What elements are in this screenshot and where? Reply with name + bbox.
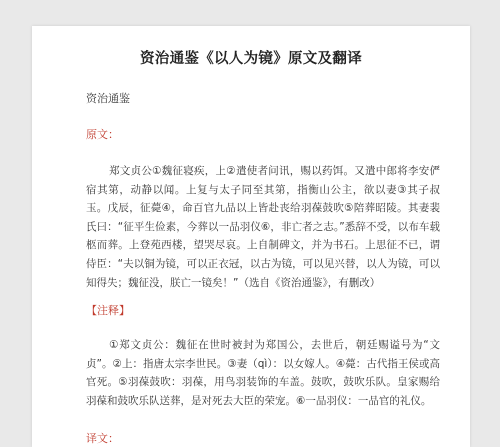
notes-text: ①郑文贞公：魏征在世时被封为郑国公，去世后，朝廷赐谥号为“文贞”。②上：指唐太宗李世民。③妻（qì）：以女嫁人。④薨：古代指王侯或高官死。⑤羽葆鼓吹：羽葆，用鸟羽装饰的车盖。鼓吹，鼓吹乐队。皇家赐给羽葆和鼓吹乐队送葬，是对死去大臣的荣宠。⑥一品羽仪：一品官的礼仪。 [86, 339, 440, 407]
translation-heading: 译文： [86, 432, 119, 445]
document-page [32, 26, 470, 447]
original-heading: 原文： [86, 128, 119, 141]
document-title: 资治通鉴《以人为镜》原文及翻译 [140, 51, 362, 67]
original-text: 郑文贞公①魏征寝疾，上②遣使者问讯，赐以药饵。又遣中郎将李安俨宿其第，动静以闻。上复与太子同至其第，指衡山公主，欲以妻③其子叔玉。戊辰，征薨④，命百官九品以上皆赴丧给羽葆鼓吹⑤陪葬昭陵。其妻裴氏曰：“征平生俭素，今葬以一品羽仪⑥，非亡者之志。”悉辞不受，以布车载柩而葬。上登苑西楼，望哭尽哀。上自制碑文，并为书石。上思征不已，谓侍臣：“夫以铜为镜，可以正衣冠，以古为镜，可以见兴替，以人为镜，可以知得失；魏征没，朕亡一镜矣！”（选自《资治通鉴》，有删改） [86, 165, 440, 289]
source-label: 资治通鉴 [86, 92, 130, 105]
notes-heading: 【注释】 [86, 304, 130, 317]
